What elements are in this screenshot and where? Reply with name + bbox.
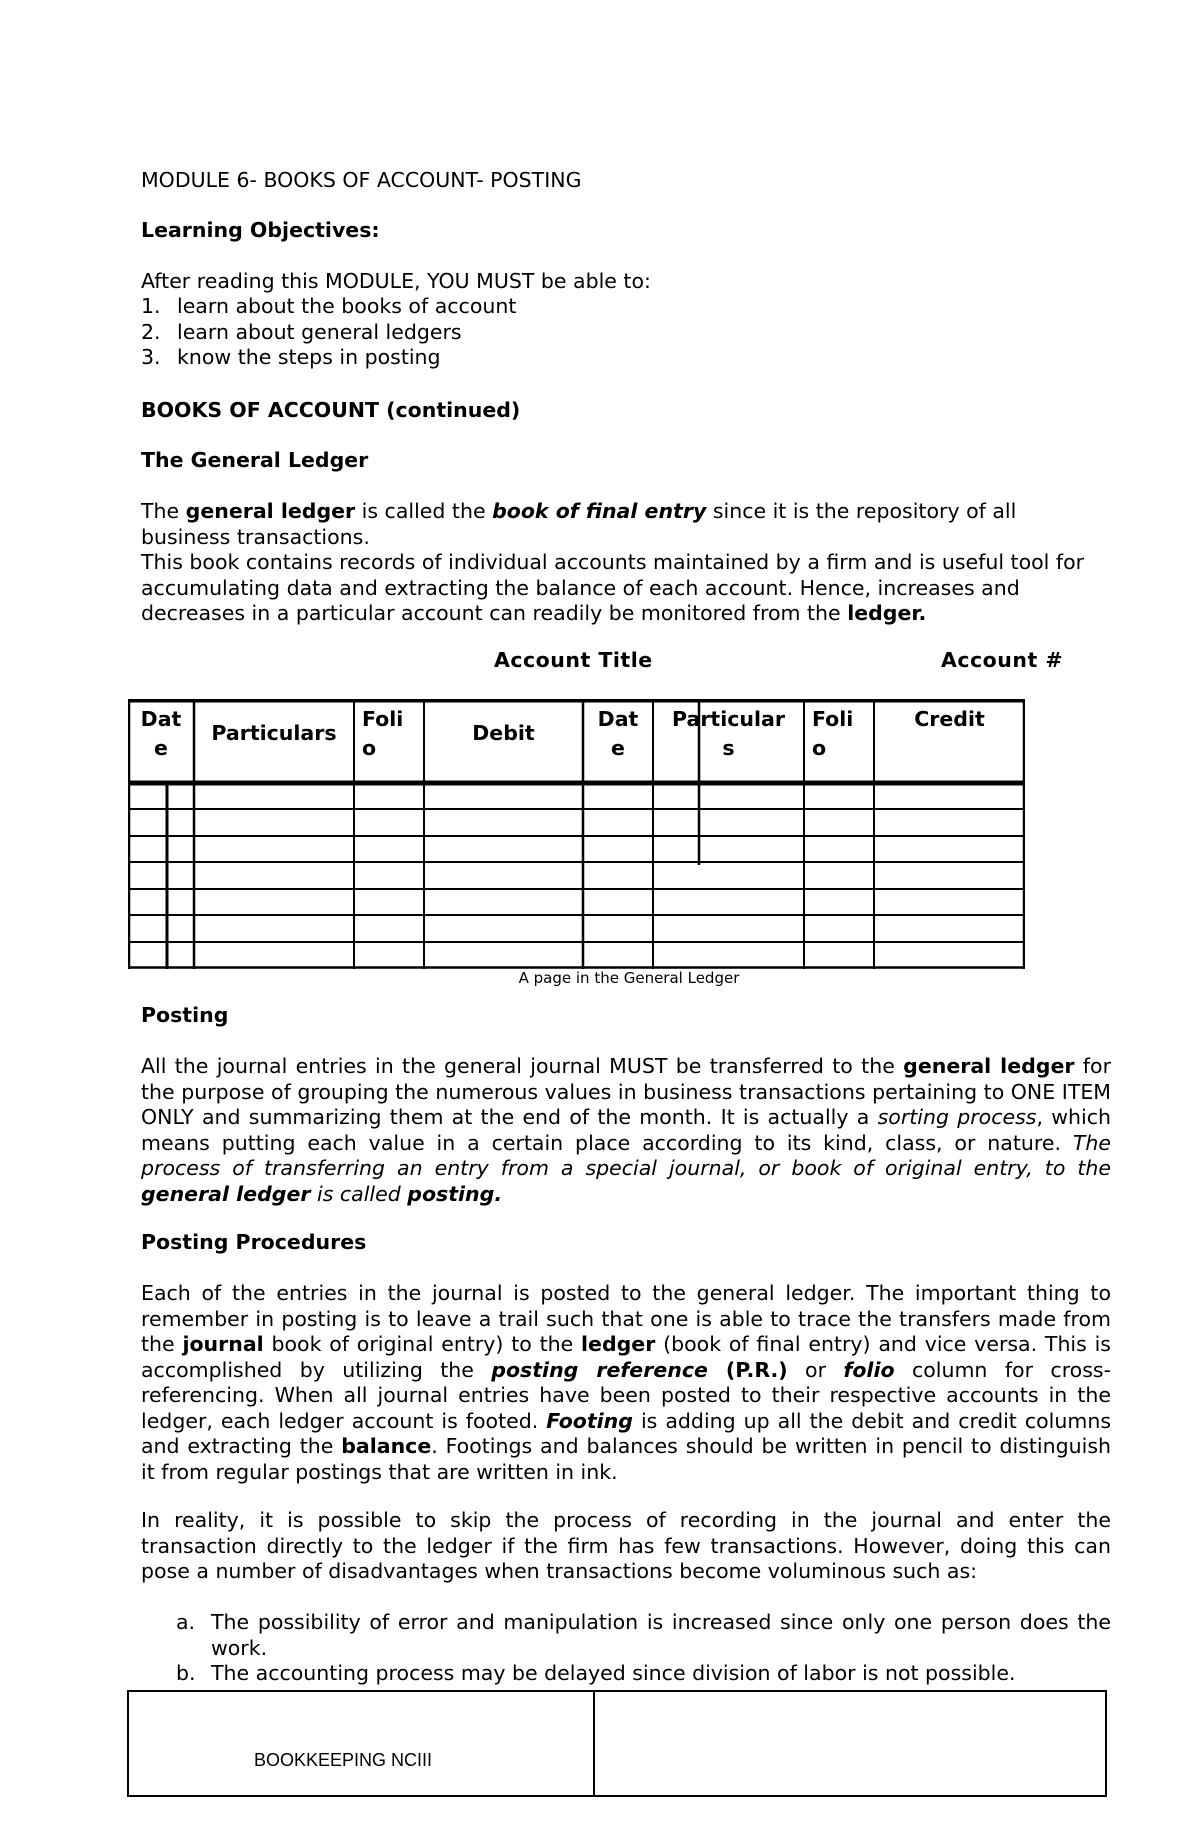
- objectives-list: [141, 294, 516, 371]
- header-folio-right: Foli o: [812, 707, 854, 760]
- ledger-caption: A page in the General Ledger: [518, 969, 740, 987]
- procedures-paragraph-2: In reality, it is possible to skip the process of recording in the journal and enter the transaction directly to the ledger if the firm has few transactions. However, doing this can pose a number of disadvantages when transactions become voluminous such as:: [141, 1508, 1111, 1583]
- list-item: 1. learn about the books of account: [141, 294, 517, 318]
- header-particulars-right: Particular s: [672, 707, 785, 760]
- header-particulars-left: Particulars: [211, 721, 337, 745]
- list-item: 2. learn about general ledgers: [141, 319, 462, 344]
- disadvantages-list: [176, 1610, 1111, 1687]
- procedures-heading: Posting Procedures: [141, 1230, 367, 1254]
- footer-left-cell: [129, 1692, 595, 1795]
- posting-paragraph: All the journal entries in the general journal MUST be transferred to the general ledger for the purpose of grouping the numerous values in business transactions pertaining to ONE ITEM ONLY and summarizing them at the end of the month. It is actually a sorting process, which means putting each value in a certain place according to its kind, class, or nature. The process of transferring an entry from a special journal, or book of original entry, to the general ledger is called posting.: [141, 1054, 1111, 1206]
- list-item: a. The possibility of error and manipulation is increased since only one person does the work.: [176, 1610, 1111, 1660]
- footer-box: [127, 1690, 1107, 1797]
- list-item: b. The accounting process may be delayed since division of labor is not possible.: [176, 1661, 1016, 1685]
- procedures-paragraph-1: Each of the entries in the journal is posted to the general ledger. The important thing to remember in posting is to leave a trail such that one is able to trace the transfers made from the journal book of original entry) to the ledger (book of final entry) and vice versa. This is accomplished by utilizing the posting reference (P.R.) or folio column for cross-referencing. When all journal entries have been posted to their respective accounts in the ledger, each ledger account is footed. Footing is adding up all the debit and credit columns and extracting the balance. Footings and balances should be written in pencil to distinguish it from regular postings that are written in ink.: [141, 1281, 1111, 1484]
- objectives-intro: After reading this MODULE, YOU MUST be able to:: [141, 269, 651, 293]
- account-title-label: Account Title: [494, 648, 653, 672]
- account-number-label: Account #: [941, 648, 1064, 672]
- module-title: MODULE 6- BOOKS OF ACCOUNT- POSTING: [141, 168, 582, 192]
- header-credit: Credit: [914, 707, 985, 731]
- header-folio-left: Foli o: [362, 707, 404, 760]
- footer-course-label: BOOKKEEPING NCIII: [254, 1750, 433, 1770]
- objectives-heading: Learning Objectives:: [141, 218, 380, 242]
- header-debit: Debit: [472, 721, 535, 745]
- general-ledger-paragraph-1: The general ledger is called the book of final entry since it is the repository of all business transactions.: [141, 499, 1017, 549]
- header-date-right: Dat e: [597, 707, 639, 760]
- list-item: 3. know the steps in posting: [141, 345, 441, 369]
- general-ledger-paragraph-2: This book contains records of individual accounts maintained by a firm and is useful tool for accumulating data and extracting the balance of each account. Hence, increases and decreases in a particular account can readily be monitored from the ledger.: [141, 550, 1085, 625]
- posting-heading: Posting: [141, 1003, 229, 1027]
- header-date-left: Dat e: [140, 707, 182, 760]
- general-ledger-heading: The General Ledger: [141, 448, 369, 472]
- section-heading: BOOKS OF ACCOUNT (continued): [141, 398, 521, 422]
- ledger-table: [128, 699, 1025, 969]
